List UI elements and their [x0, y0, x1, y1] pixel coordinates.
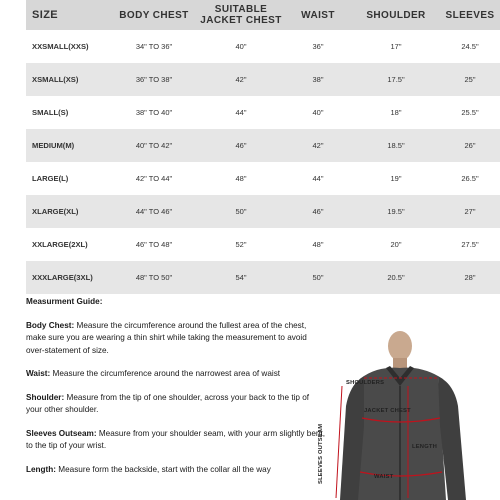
- table-row: [26, 195, 500, 228]
- table-cell: 44": [312, 174, 324, 183]
- table-cell: 46": [235, 141, 247, 150]
- table-cell: 48": [235, 174, 247, 183]
- guide-term: Shoulder:: [26, 392, 65, 402]
- jacket-body: [356, 368, 446, 500]
- table-row: [26, 162, 500, 195]
- size-cell: XXSMALL(XXS): [32, 42, 89, 51]
- label-sleeves-outseam: SLEEVES OUTSEAM: [318, 423, 324, 484]
- model-head: [388, 331, 412, 361]
- guide-item-sleeves: [26, 428, 326, 453]
- size-cell: XXLARGE(2XL): [32, 240, 88, 249]
- table-cell: 42": [235, 75, 247, 84]
- label-shoulders: SHOULDERS: [346, 380, 385, 386]
- table-cell: 42": [312, 141, 324, 150]
- size-cell: LARGE(L): [32, 174, 69, 183]
- table-cell: 27.5": [461, 240, 479, 249]
- table-cell: 48" TO 50": [135, 273, 173, 282]
- measurement-guide: [26, 296, 326, 487]
- guide-term: Body Chest:: [26, 320, 75, 330]
- sleeves-measure: [336, 386, 342, 498]
- table-cell: 44": [235, 108, 247, 117]
- table-cell: 18": [390, 108, 402, 117]
- label-length: LENGTH: [412, 444, 438, 450]
- guide-item-body-chest: [26, 320, 326, 358]
- guide-text: Measure the circumference around the narrowest area of waist: [50, 369, 281, 378]
- table-cell: 20.5": [387, 273, 405, 282]
- guide-text: Measure form the backside, start with the collar all the way: [56, 464, 271, 474]
- table-cell: 46": [312, 207, 324, 216]
- table-cell: 18.5": [387, 141, 405, 150]
- table-cell: 26.5": [461, 174, 479, 183]
- table-cell: 40" TO 42": [135, 141, 173, 150]
- table-cell: 40": [235, 42, 247, 51]
- header-jacket-chest: SUITABLE JACKET CHEST: [200, 4, 282, 26]
- guide-term: Waist:: [26, 369, 51, 378]
- table-cell: 17": [390, 42, 402, 51]
- table-header-row: [26, 0, 500, 30]
- table-cell: 52": [235, 240, 247, 249]
- table-cell: 20": [390, 240, 402, 249]
- table-cell: 36": [312, 42, 324, 51]
- table-row: [26, 30, 500, 63]
- table-row: [26, 96, 500, 129]
- size-cell: XLARGE(XL): [32, 207, 79, 216]
- table-cell: 28": [464, 273, 476, 282]
- table-row: [26, 261, 500, 294]
- header-body-chest: BODY CHEST: [119, 9, 189, 21]
- table-cell: 25.5": [461, 108, 479, 117]
- guide-text: Measure from your shoulder seam, with your arm slightly bent, to the tip of your wrist.: [26, 428, 325, 450]
- table-cell: 42" TO 44": [135, 174, 173, 183]
- table-cell: 19.5": [387, 207, 405, 216]
- table-cell: 17.5": [387, 75, 405, 84]
- table-cell: 26": [464, 141, 476, 150]
- table-cell: 36" TO 38": [135, 75, 173, 84]
- table-cell: 38": [312, 75, 324, 84]
- table-cell: 50": [235, 207, 247, 216]
- header-sleeves: SLEEVES: [445, 9, 495, 21]
- table-cell: 19": [390, 174, 402, 183]
- jacket-measurement-figure: [320, 326, 500, 500]
- table-cell: 34" TO 36": [135, 42, 173, 51]
- table-cell: 24.5": [461, 42, 479, 51]
- table-row: [26, 228, 500, 261]
- table-cell: 40": [312, 108, 324, 117]
- guide-title: Measurment Guide:: [26, 297, 103, 306]
- guide-text: Measure from the tip of one shoulder, across your back to the tip of your other shoulder.: [26, 392, 310, 414]
- guide-text: Measure the circumference around the fullest area of the chest, make sure you are wearing a thin shirt while taking the measurement to avoid over-statement of size.: [26, 320, 307, 355]
- guide-item-shoulder: [26, 392, 326, 417]
- header-size: SIZE: [32, 8, 59, 21]
- label-jacket-chest: JACKET CHEST: [364, 408, 411, 414]
- table-cell: 50": [312, 273, 324, 282]
- guide-term: Length:: [26, 464, 57, 474]
- table-cell: 46" TO 48": [135, 240, 173, 249]
- table-cell: 38" TO 40": [135, 108, 173, 117]
- table-row: [26, 63, 500, 96]
- table-cell: 27": [464, 207, 476, 216]
- guide-item-length: [26, 464, 326, 477]
- size-cell: XSMALL(XS): [32, 75, 79, 84]
- table-cell: 54": [235, 273, 247, 282]
- table-cell: 25": [464, 75, 476, 84]
- size-cell: MEDIUM(M): [32, 141, 75, 150]
- table-body: [26, 30, 500, 294]
- guide-term: Sleeves Outseam:: [26, 428, 97, 438]
- table-cell: 48": [312, 240, 324, 249]
- size-cell: XXXLARGE(3XL): [32, 273, 93, 282]
- model-neck: [393, 358, 407, 368]
- guide-item-waist: [26, 368, 326, 381]
- header-waist: WAIST: [301, 9, 335, 21]
- table-cell: 44" TO 46": [135, 207, 173, 216]
- size-chart-table: [26, 0, 500, 294]
- label-waist: WAIST: [374, 474, 394, 480]
- size-cell: SMALL(S): [32, 108, 69, 117]
- table-row: [26, 129, 500, 162]
- header-shoulder: SHOULDER: [366, 9, 426, 21]
